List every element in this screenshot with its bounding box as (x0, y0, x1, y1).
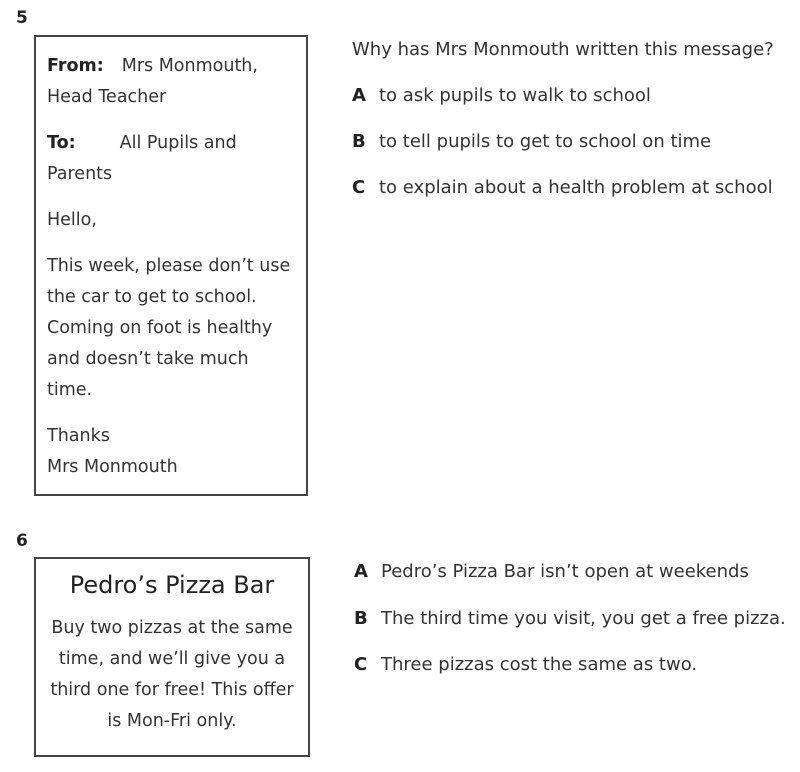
signoff-thanks: Thanks (47, 426, 110, 446)
message-from-line (47, 51, 294, 113)
pizza-bar-offer-text: Buy two pizzas at the same time, and we’ll give you a third one for free! This offer is Mon-Fri only. (50, 618, 294, 731)
q5-option-b[interactable] (352, 130, 711, 154)
q5-option-c[interactable] (352, 176, 773, 200)
message-body: This week, please don’t use the car to get to school. Coming on foot is healthy and doesn’t take much time. (47, 256, 291, 400)
q6-option-c[interactable] (354, 653, 697, 677)
message-greeting: Hello, (47, 210, 97, 230)
head-teacher-message-box (34, 35, 308, 496)
q6-option-b[interactable] (354, 607, 786, 631)
option-text: to explain about a health problem at school (379, 177, 773, 198)
message-to-line (47, 128, 294, 190)
option-text: The third time you visit, you get a free pizza. (381, 608, 786, 629)
option-text: to ask pupils to walk to school (379, 85, 651, 106)
signoff-name: Mrs Monmouth (47, 457, 178, 477)
question-6-number: 6 (16, 531, 28, 551)
to-label: To: (47, 133, 76, 153)
question-5-prompt: Why has Mrs Monmouth written this message? (352, 39, 774, 60)
from-label: From: (47, 56, 104, 76)
q6-option-a[interactable] (354, 560, 749, 584)
pizza-bar-title: Pedro’s Pizza Bar (69, 571, 275, 599)
question-5-number: 5 (16, 8, 28, 28)
to-value: All Pupils and Parents (47, 133, 237, 184)
from-value: Mrs Monmouth, Head Teacher (47, 56, 258, 107)
option-text: to tell pupils to get to school on time (379, 131, 712, 152)
message-signoff (47, 421, 294, 483)
option-letter: A (352, 85, 366, 106)
option-letter: B (352, 131, 366, 152)
option-letter: B (354, 608, 368, 629)
option-letter: C (354, 654, 368, 675)
option-letter: A (354, 561, 368, 582)
option-text: Pedro’s Pizza Bar isn’t open at weekends (381, 561, 749, 582)
q5-option-a[interactable] (352, 84, 651, 108)
pizza-bar-notice-box (34, 557, 310, 757)
option-letter: C (352, 177, 366, 198)
option-text: Three pizzas cost the same as two. (381, 654, 698, 675)
